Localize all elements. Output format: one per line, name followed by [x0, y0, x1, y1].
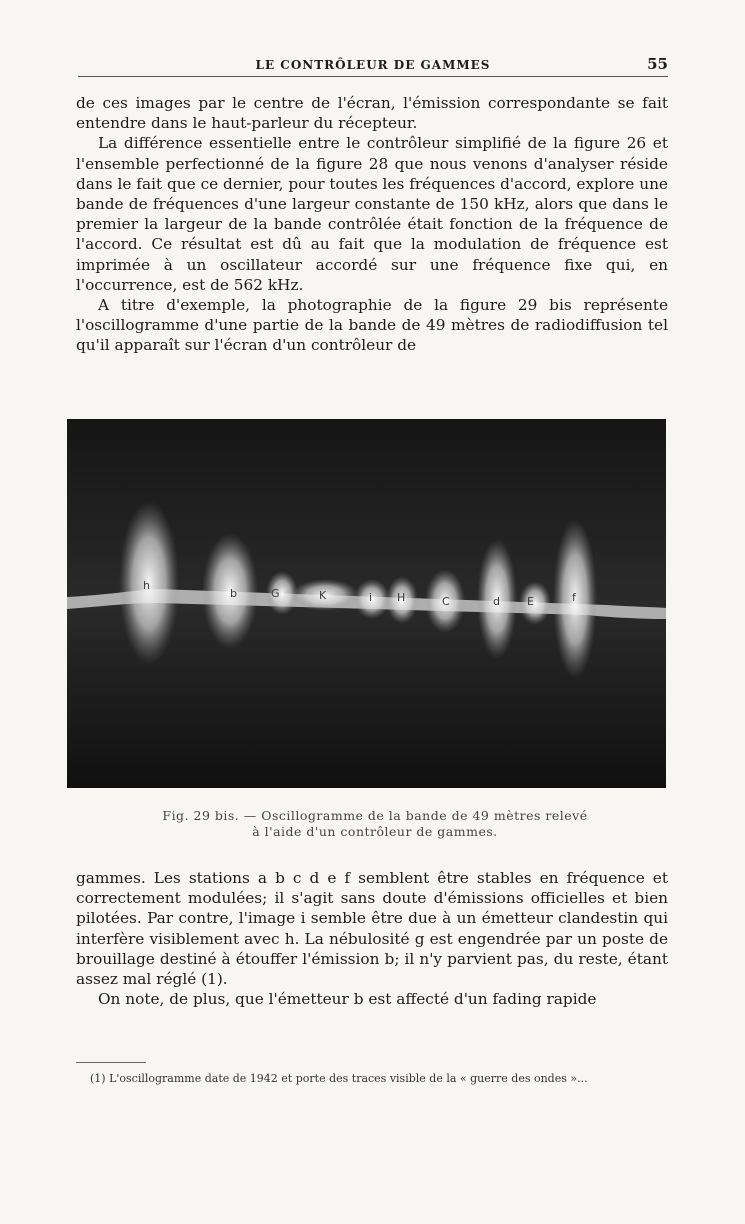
paragraph: de ces images par le centre de l'écran, l'émission correspondante se fait entendre dans le haut-parleur du récepteur.: [76, 94, 668, 133]
oscillogram-photo: [67, 419, 666, 788]
footnote: [76, 1062, 668, 1086]
station-label: E: [527, 595, 534, 608]
station-label: h: [143, 579, 150, 592]
figure-caption: [90, 808, 660, 840]
station-label: b: [230, 587, 237, 600]
caption-line: Fig. 29 bis. — Oscillogramme de la bande de 49 mètres relevé: [162, 808, 588, 823]
running-title: LE CONTRÔLEUR DE GAMMES: [255, 58, 491, 72]
station-label: f: [572, 591, 576, 604]
station-label: i: [369, 591, 373, 604]
oscillogram-trace: [67, 419, 666, 788]
body-text-top: [76, 93, 668, 356]
station-label: G: [271, 587, 280, 600]
station-label: H: [397, 591, 406, 604]
page-number: 55: [647, 55, 668, 73]
body-text-bottom: [76, 868, 668, 1009]
footnote-text: (1) L'oscillogramme date de 1942 et porte des traces visible de la « guerre des ondes »...: [90, 1072, 588, 1085]
paragraph: On note, de plus, que l'émetteur b est affecté d'un fading rapide: [98, 990, 597, 1009]
paragraph: A titre d'exemple, la photographie de la figure 29 bis représente l'oscillogramme d'une partie de la bande de 49 mètres de radiodiffusion tel qu'il apparaît sur l'écran d'un contrôleur de: [76, 296, 668, 355]
footnote-rule: [76, 1062, 146, 1063]
station-label: d: [493, 595, 500, 608]
caption-line: à l'aide d'un contrôleur de gammes.: [252, 824, 498, 839]
running-header: [78, 54, 668, 77]
paragraph: gammes. Les stations a b c d e f semblent être stables en fréquence et correctement modulées; il s'agit sans doute d'émissions officielles et bien pilotées. Par contre, l'image i semble être due à un émetteur clandestin qui interfère visiblement avec h. La nébulosité g est engendrée par un poste de brouillage destiné à étouffer l'émission b; il n'y parvient pas, du reste, étant assez mal réglé (1).: [76, 869, 668, 989]
station-label: K: [319, 589, 327, 602]
paragraph: La différence essentielle entre le contrôleur simplifié de la figure 26 et l'ensemble perfectionné de la figure 28 que nous venons d'analyser réside dans le fait que ce dernier, pour toutes les fréquences d'accord, explore une bande de fréquences d'une largeur constante de 150 kHz, alors que dans le premier la largeur de la bande contrôlée était fonction de la fréquence de l'accord. Ce résultat est dû au fait que la modulation de fréquence est imprimée à un oscillateur accordé sur une fréquence fixe qui, en l'occurrence, est de 562 kHz.: [76, 134, 668, 294]
station-label: C: [442, 595, 450, 608]
